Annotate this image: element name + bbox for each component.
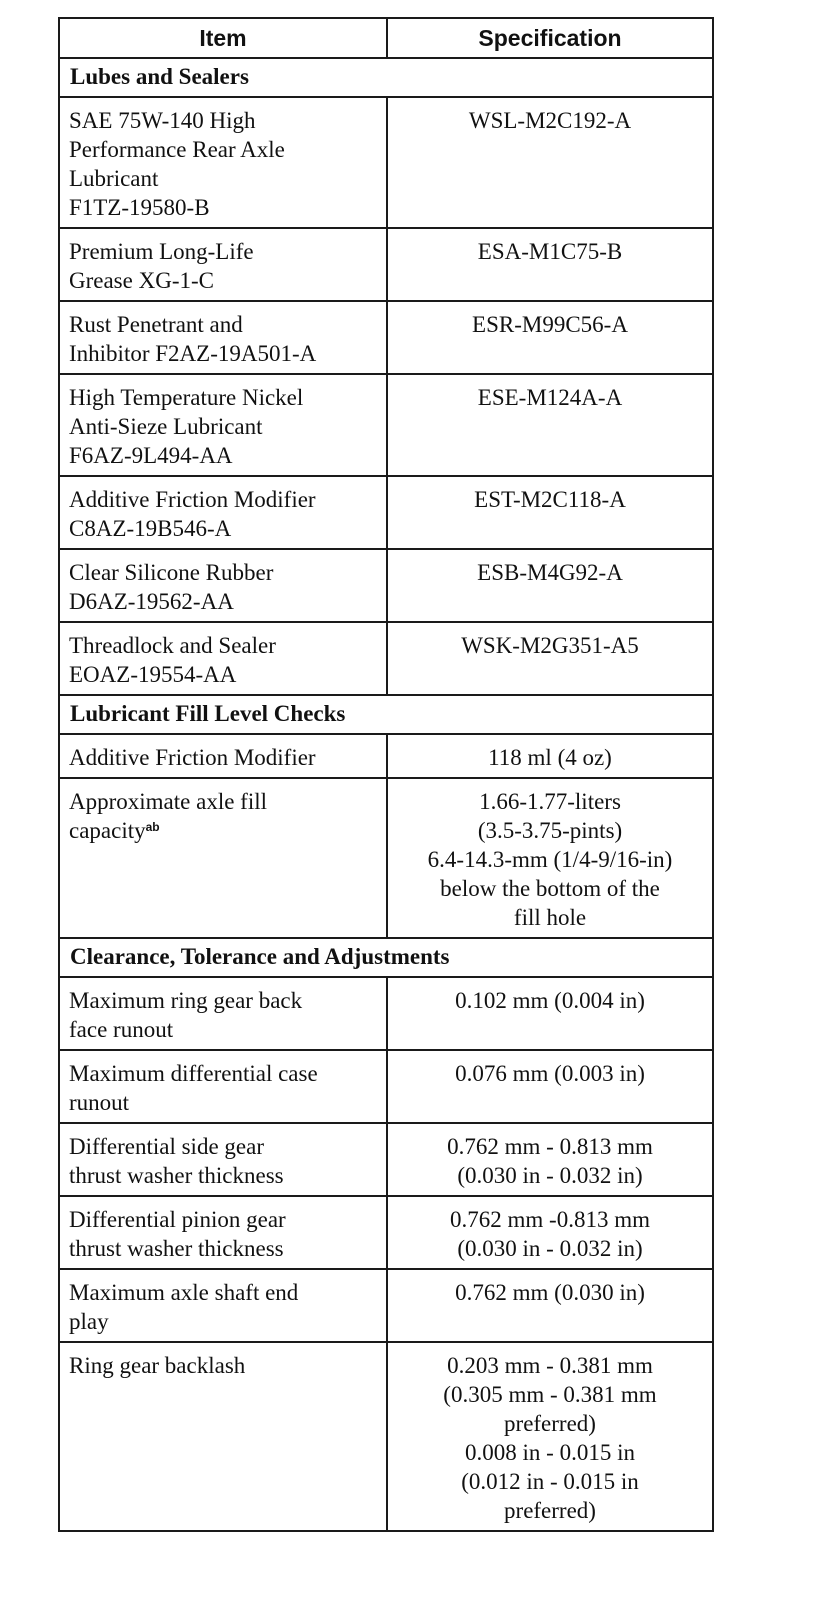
specification-cell [387,1196,713,1269]
spec-line: 1.66-1.77-liters [479,789,621,814]
specification-cell [387,228,713,301]
item-line [69,1278,378,1307]
item-text: Clear Silicone Rubber [69,560,274,585]
item-line [69,787,378,816]
item-text: Approximate axle fill [69,789,267,814]
spec-line: fill hole [513,905,587,930]
specification-cell [387,1123,713,1196]
item-line [69,412,378,441]
footnote-marker: ab [145,820,160,834]
section-row [59,695,713,734]
spec-line: 6.4-14.3-mm (1/4-9/16-in) [427,847,673,872]
item-text: Inhibitor F2AZ-19A501-A [69,341,317,366]
item-line [69,660,378,689]
spec-line: 0.762 mm (0.030 in) [455,1280,645,1305]
spec-line: (0.030 in - 0.032 in) [457,1236,643,1261]
spec-line: (0.030 in - 0.032 in) [457,1163,643,1188]
spec-line: (3.5-3.75-pints) [477,818,623,843]
spec-line: 0.102 mm (0.004 in) [455,988,645,1013]
item-line [69,1351,378,1380]
specification-cell [387,977,713,1050]
table-row [59,549,713,622]
item-line [69,266,378,295]
item-line [69,986,378,1015]
spec-line: ESA-M1C75-B [477,239,623,264]
specification-cell [387,778,713,938]
table-row [59,622,713,695]
item-line [69,135,378,164]
table-row [59,228,713,301]
section-title: Lubricant Fill Level Checks [59,695,713,734]
section-title: Clearance, Tolerance and Adjustments [59,938,713,977]
item-line [69,237,378,266]
header-row [59,18,713,58]
item-text: F6AZ-9L494-AA [69,443,233,468]
table-row [59,778,713,938]
item-text: thrust washer thickness [69,1236,284,1261]
item-line [69,816,378,845]
item-line [69,339,378,368]
item-line [69,310,378,339]
item-line [69,1234,378,1263]
column-header-item: Item [59,18,387,58]
item-cell [59,1269,387,1342]
item-text: C8AZ-19B546-A [69,516,232,541]
table-body [59,58,713,1531]
item-text: Threadlock and Sealer [69,633,276,658]
item-cell [59,778,387,938]
item-text: Maximum differential case [69,1061,318,1086]
item-cell [59,301,387,374]
section-row [59,58,713,97]
item-cell [59,1050,387,1123]
item-line [69,743,378,772]
table-row [59,1123,713,1196]
item-line [69,1015,378,1044]
item-cell [59,1196,387,1269]
table-row [59,97,713,228]
item-text: Maximum axle shaft end [69,1280,299,1305]
section-row [59,938,713,977]
item-text: Maximum ring gear back [69,988,303,1013]
spec-line: 0.008 in - 0.015 in [465,1440,635,1465]
spec-line: WSK-M2G351-A5 [461,633,639,658]
specification-cell [387,549,713,622]
item-line [69,106,378,135]
item-line [69,514,378,543]
specification-cell [387,476,713,549]
table-row [59,476,713,549]
table-row [59,1342,713,1531]
table-row [59,734,713,778]
specification-cell [387,374,713,476]
item-text: Performance Rear Axle [69,137,285,162]
item-text: Additive Friction Modifier [69,745,316,770]
item-cell [59,734,387,778]
item-text: face runout [69,1017,174,1042]
specification-cell [387,301,713,374]
item-text: runout [69,1090,130,1115]
table-row [59,1050,713,1123]
table-row [59,301,713,374]
item-text: Premium Long-Life [69,239,254,264]
item-text: High Temperature Nickel [69,385,304,410]
item-cell [59,1123,387,1196]
item-text: Lubricant [69,166,159,191]
item-line [69,1205,378,1234]
item-text: SAE 75W-140 High [69,108,256,133]
item-text: thrust washer thickness [69,1163,284,1188]
item-line [69,558,378,587]
spec-line: ESR-M99C56-A [472,312,628,337]
item-cell [59,476,387,549]
item-cell [59,622,387,695]
item-line [69,193,378,222]
spec-line: ESB-M4G92-A [477,560,623,585]
spec-line: (0.012 in - 0.015 in [461,1469,639,1494]
item-line [69,441,378,470]
table-row [59,977,713,1050]
specification-cell [387,1269,713,1342]
item-text: Additive Friction Modifier [69,487,316,512]
item-line [69,164,378,193]
table-row [59,1269,713,1342]
item-text: D6AZ-19562-AA [69,589,234,614]
specification-cell [387,1342,713,1531]
specification-cell [387,734,713,778]
item-line [69,1059,378,1088]
item-text: play [69,1309,109,1334]
spec-line: ESE-M124A-A [477,385,623,410]
item-line [69,1088,378,1117]
item-line [69,631,378,660]
section-title: Lubes and Sealers [59,58,713,97]
item-cell [59,1342,387,1531]
spec-line: preferred) [504,1411,596,1436]
spec-line: preferred) [504,1498,596,1523]
specification-cell [387,622,713,695]
spec-line: 118 ml (4 oz) [488,745,612,770]
item-cell [59,97,387,228]
spec-line: 0.762 mm - 0.813 mm [447,1134,653,1159]
item-text: Differential side gear [69,1134,264,1159]
item-text: Rust Penetrant and [69,312,243,337]
item-text: Anti-Sieze Lubricant [69,414,263,439]
spec-line: below the bottom of the [440,876,660,901]
item-cell [59,977,387,1050]
item-line [69,485,378,514]
specification-table [58,17,714,1532]
item-line [69,1132,378,1161]
item-line [69,1161,378,1190]
specification-cell [387,1050,713,1123]
column-header-specification: Specification [387,18,713,58]
item-text: EOAZ-19554-AA [69,662,237,687]
item-cell [59,374,387,476]
table-row [59,1196,713,1269]
item-cell [59,549,387,622]
spec-line: 0.076 mm (0.003 in) [455,1061,645,1086]
item-line [69,1307,378,1336]
spec-line: (0.305 mm - 0.381 mm [443,1382,657,1407]
table-row [59,374,713,476]
item-line [69,587,378,616]
spec-line: EST-M2C118-A [474,487,626,512]
item-text: F1TZ-19580-B [69,195,210,220]
spec-line: 0.203 mm - 0.381 mm [447,1353,653,1378]
item-text: Differential pinion gear [69,1207,286,1232]
specification-cell [387,97,713,228]
spec-line: WSL-M2C192-A [468,108,632,133]
spec-line: 0.762 mm -0.813 mm [450,1207,650,1232]
item-line [69,383,378,412]
item-text: capacity [69,818,146,843]
item-cell [59,228,387,301]
item-text: Ring gear backlash [69,1353,246,1378]
item-text: Grease XG-1-C [69,268,214,293]
